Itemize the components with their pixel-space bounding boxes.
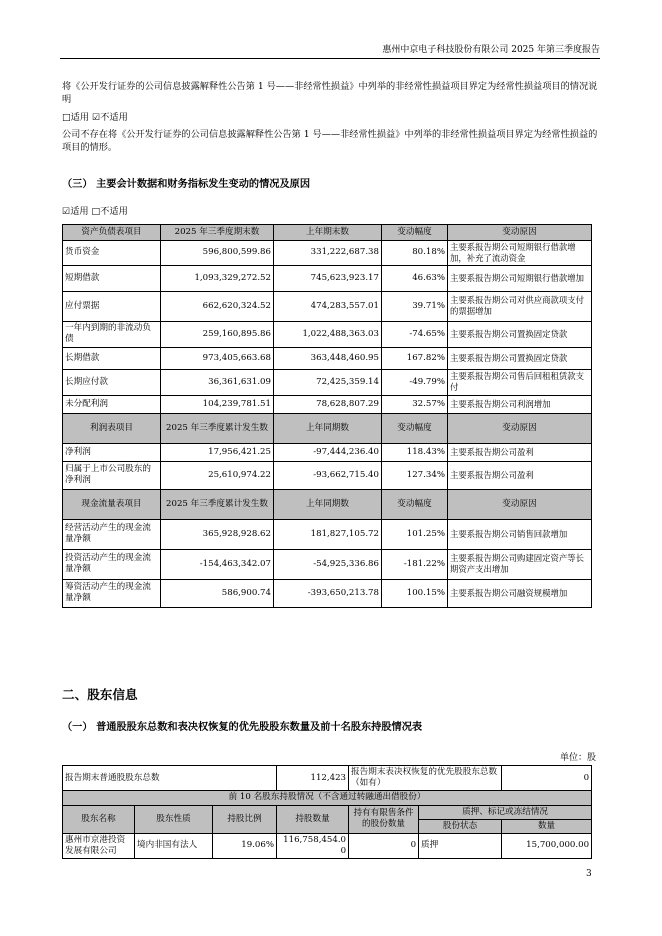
balance-sheet-reason: 主要系报告期公司利润增加 xyxy=(448,395,592,413)
preferred-shareholders-value: 0 xyxy=(502,766,592,791)
cash-flow-header-cell: 现金流量表项目 xyxy=(63,489,161,519)
balance-sheet-previous-value: 363,448,460.95 xyxy=(274,347,382,369)
balance-sheet-previous-value: 331,222,687.38 xyxy=(274,241,382,266)
income-statement-previous-value: -93,662,715.40 xyxy=(274,461,382,489)
balance-sheet-current-value: 104,239,781.51 xyxy=(161,395,274,413)
balance-sheet-previous-value: 78,628,807.29 xyxy=(274,395,382,413)
cash-flow-previous-value: 181,827,105.72 xyxy=(274,519,382,549)
balance-sheet-change-rate: 39.71% xyxy=(382,291,448,321)
income-statement-item: 归属于上市公司股东的净利润 xyxy=(63,461,161,489)
balance-sheet-header-cell: 2025 年三季度期末数 xyxy=(161,225,274,241)
cash-flow-previous-value: -54,925,336.86 xyxy=(274,549,382,579)
header-pledge-group: 质押、标记或冻结情况 xyxy=(419,805,592,819)
financial-changes-table xyxy=(62,224,592,608)
balance-sheet-change-rate: 46.63% xyxy=(382,265,448,291)
balance-sheet-current-value: 259,160,895.86 xyxy=(161,321,274,347)
intro-paragraph-2: 公司不存在将《公开发行证券的公司信息披露解释性公告第 1 号——非经常性损益》中列举的非经常性损益项目界定为经常性损益的项目的情形。 xyxy=(62,129,598,154)
balance-sheet-header-row xyxy=(63,225,592,241)
income-statement-change-rate: 118.43% xyxy=(382,443,448,461)
shareholder-status: 质押 xyxy=(419,833,502,858)
shareholder-quantity: 116,758,454.00 xyxy=(277,833,349,858)
balance-sheet-item: 应付票据 xyxy=(63,291,161,321)
balance-sheet-reason: 主要系报告期公司短期银行借款增加 xyxy=(448,265,592,291)
balance-sheet-row xyxy=(63,369,592,395)
income-statement-header-row xyxy=(63,413,592,443)
header-name: 股东名称 xyxy=(63,805,135,833)
cash-flow-header-cell: 变动原因 xyxy=(448,489,592,519)
cash-flow-current-value: 586,900.74 xyxy=(161,579,274,607)
shareholder-row xyxy=(63,833,592,858)
cash-flow-item: 筹资活动产生的现金流量净额 xyxy=(63,579,161,607)
section-3-title: （三） 主要会计数据和财务指标发生变动的情况及原因 xyxy=(62,178,311,190)
income-statement-header-cell: 2025 年三季度累计发生数 xyxy=(161,413,274,443)
cash-flow-reason: 主要系报告期公司融资规模增加 xyxy=(448,579,592,607)
balance-sheet-previous-value: 745,623,923.17 xyxy=(274,265,382,291)
income-statement-reason: 主要系报告期公司盈利 xyxy=(448,443,592,461)
cash-flow-current-value: -154,463,342.07 xyxy=(161,549,274,579)
balance-sheet-header-cell: 上年期末数 xyxy=(274,225,382,241)
header-nature: 股东性质 xyxy=(135,805,213,833)
balance-sheet-current-value: 973,405,663.68 xyxy=(161,347,274,369)
shareholder-name: 惠州市京港投资发展有限公司 xyxy=(63,833,135,858)
cash-flow-row xyxy=(63,579,592,607)
balance-sheet-item: 未分配利润 xyxy=(63,395,161,413)
cash-flow-change-rate: -181.22% xyxy=(382,549,448,579)
cash-flow-header-cell: 变动幅度 xyxy=(382,489,448,519)
balance-sheet-item: 长期应付款 xyxy=(63,369,161,395)
balance-sheet-change-rate: 167.82% xyxy=(382,347,448,369)
income-statement-change-rate: 127.34% xyxy=(382,461,448,489)
income-statement-row xyxy=(63,461,592,489)
balance-sheet-reason: 主要系报告期公司短期银行借款增加，补充了流动资金 xyxy=(448,241,592,266)
balance-sheet-previous-value: 72,425,359.14 xyxy=(274,369,382,395)
header-quantity: 持股数量 xyxy=(277,805,349,833)
income-statement-header-cell: 变动幅度 xyxy=(382,413,448,443)
balance-sheet-item: 货币资金 xyxy=(63,241,161,266)
unit-label: 单位：股 xyxy=(559,753,596,763)
balance-sheet-reason: 主要系报告期公司置换固定贷款 xyxy=(448,321,592,347)
income-statement-header-cell: 变动原因 xyxy=(448,413,592,443)
shareholder-section-title: 二、股东信息 xyxy=(62,687,138,702)
shareholder-nature: 境内非国有法人 xyxy=(135,833,213,858)
balance-sheet-reason: 主要系报告期公司对供应商款项支付的票据增加 xyxy=(448,291,592,321)
income-statement-row xyxy=(63,443,592,461)
cash-flow-header-cell: 2025 年三季度累计发生数 xyxy=(161,489,274,519)
header-pledge-status: 股份状态 xyxy=(419,819,502,833)
cash-flow-row xyxy=(63,519,592,549)
cash-flow-row xyxy=(63,549,592,579)
shareholder-pledged: 15,700,000.00 xyxy=(502,833,592,858)
cash-flow-change-rate: 100.15% xyxy=(382,579,448,607)
balance-sheet-item: 短期借款 xyxy=(63,265,161,291)
balance-sheet-item: 长期借款 xyxy=(63,347,161,369)
balance-sheet-current-value: 36,361,631.09 xyxy=(161,369,274,395)
balance-sheet-item: 一年内到期的非流动负债 xyxy=(63,321,161,347)
page-header: 惠州中京电子科技股份有限公司 2025 年第三季度报告 xyxy=(382,45,600,55)
balance-sheet-header-cell: 变动幅度 xyxy=(382,225,448,241)
cash-flow-header-cell: 上年同期数 xyxy=(274,489,382,519)
page-number: 3 xyxy=(586,869,592,879)
cash-flow-change-rate: 101.25% xyxy=(382,519,448,549)
balance-sheet-previous-value: 474,283,557.01 xyxy=(274,291,382,321)
preferred-shareholders-label: 报告期末表决权恢复的优先股股东总数（如有） xyxy=(349,766,502,791)
top10-title: 前 10 名股东持股情况（不含通过转融通出借股份） xyxy=(63,791,592,805)
cash-flow-item: 投资活动产生的现金流量净额 xyxy=(63,549,161,579)
shareholder-ratio: 19.06% xyxy=(213,833,277,858)
shareholder-subsection-title: （一） 普通股股东总数和表决权恢复的优先股股东数量及前十名股东持股情况表 xyxy=(62,721,423,733)
balance-sheet-reason: 主要系报告期公司置换固定贷款 xyxy=(448,347,592,369)
balance-sheet-row xyxy=(63,265,592,291)
header-rule xyxy=(60,58,600,59)
intro-paragraph-1: 将《公开发行证券的公司信息披露解释性公告第 1 号——非经常性损益》中列举的非经常性损益项目界定为经常性损益项目的情况说明 xyxy=(62,81,598,106)
balance-sheet-change-rate: 80.18% xyxy=(382,241,448,266)
balance-sheet-row xyxy=(63,321,592,347)
balance-sheet-change-rate: -74.65% xyxy=(382,321,448,347)
cash-flow-current-value: 365,928,928.62 xyxy=(161,519,274,549)
header-pledge-quantity: 数量 xyxy=(502,819,592,833)
cash-flow-previous-value: -393,650,213.78 xyxy=(274,579,382,607)
balance-sheet-row xyxy=(63,241,592,266)
cash-flow-item: 经营活动产生的现金流量净额 xyxy=(63,519,161,549)
income-statement-current-value: 17,956,421.25 xyxy=(161,443,274,461)
intro-checkbox-line: □适用 ☑不适用 xyxy=(62,112,128,123)
total-shareholders-label: 报告期末普通股股东总数 xyxy=(63,766,277,791)
income-statement-header-cell: 利润表项目 xyxy=(63,413,161,443)
cash-flow-reason: 主要系报告期公司销售回款增加 xyxy=(448,519,592,549)
income-statement-current-value: 25,610,974.22 xyxy=(161,461,274,489)
cash-flow-reason: 主要系报告期公司购建固定资产等长期资产支出增加 xyxy=(448,549,592,579)
income-statement-header-cell: 上年同期数 xyxy=(274,413,382,443)
total-shareholders-value: 112,423 xyxy=(277,766,349,791)
balance-sheet-header-cell: 变动原因 xyxy=(448,225,592,241)
header-ratio: 持股比例 xyxy=(213,805,277,833)
balance-sheet-current-value: 662,620,324.52 xyxy=(161,291,274,321)
income-statement-reason: 主要系报告期公司盈利 xyxy=(448,461,592,489)
balance-sheet-reason: 主要系报告期公司售后回租租赁款支付 xyxy=(448,369,592,395)
balance-sheet-row xyxy=(63,347,592,369)
shareholder-restricted: 0 xyxy=(349,833,419,858)
income-statement-previous-value: -97,444,236.40 xyxy=(274,443,382,461)
balance-sheet-header-cell: 资产负债表项目 xyxy=(63,225,161,241)
balance-sheet-change-rate: -49.79% xyxy=(382,369,448,395)
balance-sheet-current-value: 1,093,329,272.52 xyxy=(161,265,274,291)
balance-sheet-row xyxy=(63,291,592,321)
section-3-checkbox-line: ☑适用 □不适用 xyxy=(62,206,128,217)
balance-sheet-change-rate: 32.57% xyxy=(382,395,448,413)
income-statement-item: 净利润 xyxy=(63,443,161,461)
shareholder-table xyxy=(62,765,592,859)
balance-sheet-current-value: 596,800,599.86 xyxy=(161,241,274,266)
cash-flow-header-row xyxy=(63,489,592,519)
header-restricted: 持有有限售条件的股份数量 xyxy=(349,805,419,833)
balance-sheet-previous-value: 1,022,488,363.03 xyxy=(274,321,382,347)
balance-sheet-row xyxy=(63,395,592,413)
